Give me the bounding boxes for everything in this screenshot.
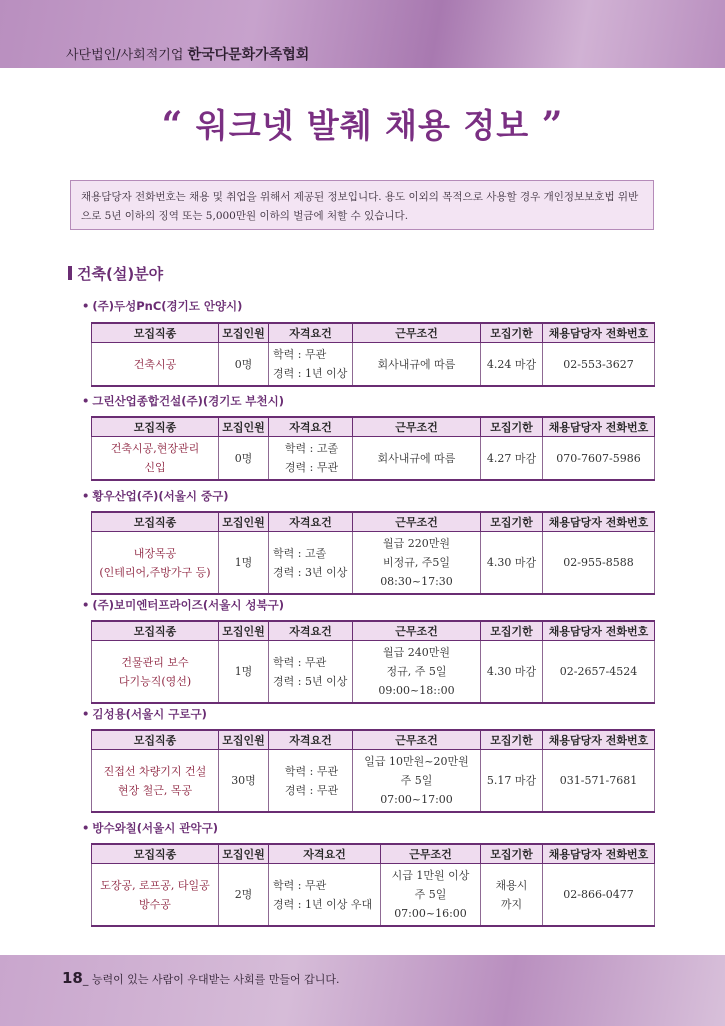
header-qualification: 자격요건 [269, 621, 353, 641]
header-qualification: 자격요건 [269, 730, 353, 750]
count-cell: 2명 [219, 864, 269, 927]
header-position: 모집직종 [92, 512, 219, 532]
phone-cell: 02-2657-4524 [543, 641, 655, 704]
close-quote: ” [541, 104, 564, 146]
section-title-text: 건축(설)분야 [77, 265, 164, 283]
position-cell: 도장공, 로프공, 타일공 방수공 [92, 864, 219, 927]
table-header-row [92, 323, 655, 343]
privacy-notice: 채용담당자 전화번호는 채용 및 취업을 위해서 제공된 정보입니다. 용도 이외의 목적으로 사용할 경우 개인정보보호법 위반으로 5년 이하의 징역 또는 5,000만원 이하의 벌금에 처할 수 있습니다. [70, 180, 654, 230]
bullet-icon: • [82, 299, 90, 313]
header-conditions: 근무조건 [353, 417, 481, 437]
header-qualification: 자격요건 [269, 512, 353, 532]
section-title [68, 263, 163, 284]
header-phone: 채용담당자 전화번호 [543, 323, 655, 343]
header-position: 모집직종 [92, 730, 219, 750]
company-name-text: (주)보미엔터프라이즈(서울시 성북구) [92, 598, 285, 612]
count-cell: 0명 [219, 343, 269, 387]
header-deadline: 모집기한 [481, 730, 543, 750]
footer-slogan: _ 능력이 있는 사람이 우대받는 사회를 만들어 갑니다. [82, 973, 340, 986]
header-conditions: 근무조건 [353, 323, 481, 343]
header-phone: 채용담당자 전화번호 [543, 844, 655, 864]
open-quote: “ [161, 104, 184, 146]
deadline-cell: 4.24 마감 [481, 343, 543, 387]
table-header-row [92, 417, 655, 437]
table-row [92, 532, 655, 595]
job-table [91, 322, 655, 387]
header-position: 모집직종 [92, 844, 219, 864]
header-count: 모집인원 [219, 512, 269, 532]
qualification-cell: 학력 : 무관 경력 : 1년 이상 [269, 343, 353, 387]
header-conditions: 근무조건 [353, 730, 481, 750]
bullet-icon: • [82, 394, 90, 408]
header-qualification: 자격요건 [269, 844, 381, 864]
deadline-cell: 5.17 마감 [481, 750, 543, 813]
table-row [92, 437, 655, 481]
position-cell: 내장목공 (인테리어,주방가구 등) [92, 532, 219, 595]
header-band [0, 0, 725, 68]
header-qualification: 자격요건 [269, 417, 353, 437]
count-cell: 1명 [219, 532, 269, 595]
header-phone: 채용담당자 전화번호 [543, 730, 655, 750]
header-deadline: 모집기한 [481, 323, 543, 343]
header-qualification: 자격요건 [269, 323, 353, 343]
header-position: 모집직종 [92, 621, 219, 641]
company-name-text: 방수와칠(서울시 관악구) [92, 821, 218, 835]
company-name-text: 그린산업종합건설(주)(경기도 부천시) [92, 394, 285, 408]
qualification-cell: 학력 : 무관 경력 : 5년 이상 [269, 641, 353, 704]
header-count: 모집인원 [219, 323, 269, 343]
job-table [91, 729, 655, 813]
organization-name [66, 44, 309, 64]
table-header-row [92, 730, 655, 750]
header-conditions: 근무조건 [381, 844, 481, 864]
table-row [92, 343, 655, 387]
qualification-cell: 학력 : 무관 경력 : 무관 [269, 750, 353, 813]
header-deadline: 모집기한 [481, 417, 543, 437]
header-phone: 채용담당자 전화번호 [543, 417, 655, 437]
company-name-text: 황우산업(주)(서울시 중구) [92, 489, 229, 503]
company-name [82, 706, 207, 722]
header-conditions: 근무조건 [353, 621, 481, 641]
company-name [82, 298, 242, 314]
header-conditions: 근무조건 [353, 512, 481, 532]
header-phone: 채용담당자 전화번호 [543, 621, 655, 641]
header-phone: 채용담당자 전화번호 [543, 512, 655, 532]
bullet-icon: • [82, 821, 90, 835]
company-name-text: (주)두성PnC(경기도 안양시) [92, 299, 243, 313]
header-count: 모집인원 [219, 621, 269, 641]
page-title-text: 워크넷 발췌 채용 정보 [195, 106, 530, 145]
phone-cell: 02-866-0477 [543, 864, 655, 927]
table-row [92, 750, 655, 813]
deadline-cell: 채용시 까지 [481, 864, 543, 927]
header-deadline: 모집기한 [481, 844, 543, 864]
job-table [91, 416, 655, 481]
qualification-cell: 학력 : 고졸 경력 : 무관 [269, 437, 353, 481]
org-title: 한국다문화가족협회 [187, 47, 310, 63]
conditions-cell: 일급 10만원~20만원 주 5일 07:00~17:00 [353, 750, 481, 813]
conditions-cell: 회사내규에 따름 [353, 437, 481, 481]
phone-cell: 031-571-7681 [543, 750, 655, 813]
count-cell: 1명 [219, 641, 269, 704]
deadline-cell: 4.27 마감 [481, 437, 543, 481]
qualification-cell: 학력 : 무관 경력 : 1년 이상 우대 [269, 864, 381, 927]
header-position: 모집직종 [92, 323, 219, 343]
header-count: 모집인원 [219, 417, 269, 437]
conditions-cell: 월급 220만원 비정규, 주5일 08:30~17:30 [353, 532, 481, 595]
header-deadline: 모집기한 [481, 512, 543, 532]
phone-cell: 070-7607-5986 [543, 437, 655, 481]
conditions-cell: 시급 1만원 이상 주 5일 07:00~16:00 [381, 864, 481, 927]
deadline-cell: 4.30 마감 [481, 641, 543, 704]
company-name [82, 488, 228, 504]
footer-band [0, 955, 725, 1026]
position-cell: 건축시공 [92, 343, 219, 387]
phone-cell: 02-955-8588 [543, 532, 655, 595]
company-name [82, 820, 218, 836]
bullet-icon: • [82, 707, 90, 721]
job-table [91, 843, 655, 927]
count-cell: 30명 [219, 750, 269, 813]
bullet-icon: • [82, 489, 90, 503]
page-footer [62, 969, 340, 987]
position-cell: 건축시공,현장관리 신입 [92, 437, 219, 481]
qualification-cell: 학력 : 고졸 경력 : 3년 이상 [269, 532, 353, 595]
phone-cell: 02-553-3627 [543, 343, 655, 387]
table-header-row [92, 844, 655, 864]
table-row [92, 641, 655, 704]
position-cell: 건물관리 보수 다기능직(영선) [92, 641, 219, 704]
header-count: 모집인원 [219, 844, 269, 864]
position-cell: 진접선 차량기지 건설 현장 철근, 목공 [92, 750, 219, 813]
table-row [92, 864, 655, 927]
count-cell: 0명 [219, 437, 269, 481]
table-header-row [92, 512, 655, 532]
header-deadline: 모집기한 [481, 621, 543, 641]
table-header-row [92, 621, 655, 641]
company-name-text: 김성용(서울시 구로구) [92, 707, 207, 721]
deadline-cell: 4.30 마감 [481, 532, 543, 595]
bullet-icon: • [82, 598, 90, 612]
section-bar-icon [68, 266, 72, 280]
job-table [91, 511, 655, 595]
page-title [0, 100, 725, 147]
header-count: 모집인원 [219, 730, 269, 750]
page-number: 18 [62, 969, 83, 987]
company-name [82, 597, 284, 613]
org-prefix: 사단법인/사회적기업 [66, 48, 184, 63]
header-position: 모집직종 [92, 417, 219, 437]
conditions-cell: 회사내규에 따름 [353, 343, 481, 387]
company-name [82, 393, 284, 409]
job-table [91, 620, 655, 704]
conditions-cell: 월급 240만원 정규, 주 5일 09:00~18::00 [353, 641, 481, 704]
